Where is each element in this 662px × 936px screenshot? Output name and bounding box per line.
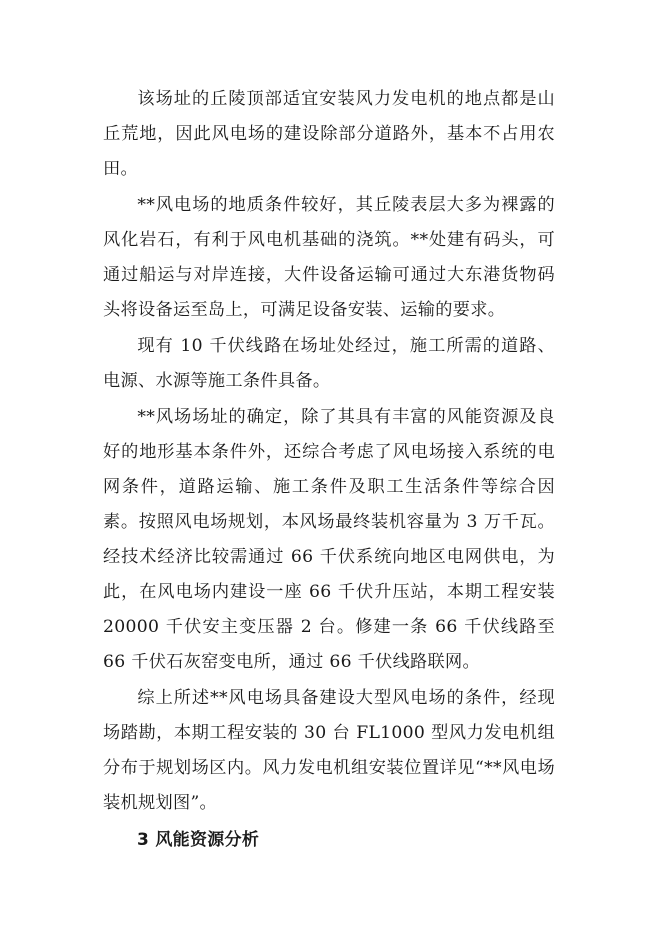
paragraph-site-selection: **风场场址的确定，除了其具有丰富的风能资源及良好的地形基本条件外，还综合考虑了风电场接入系统的电网条件，道路运输、施工条件及职工生活条件等综合因素。按照风电场规划，本风场最终装机容量为 3 万千瓦。经技术经济比较需通过 66 千伏系统向地区电网供电，为此，在风电场内建设一座 66 千伏升压站，本期工程安装 20000 千伏安主变压器 2 台。修建一条 66 千伏线路至 66 千伏石灰窑变电所，通过 66 千伏线路联网。 bbox=[103, 407, 555, 672]
document-body bbox=[103, 82, 555, 858]
paragraph-power-line: 现有 10 千伏线路在场址处经过，施工所需的道路、电源、水源等施工条件具备。 bbox=[103, 336, 555, 391]
section-heading: 3 风能资源分析 bbox=[137, 830, 260, 850]
paragraph-summary: 综上所述**风电场具备建设大型风电场的条件，经现场踏勘，本期工程安装的 30 台 FL1000 型风力发电机组分布于规划场区内。风力发电机组安装位置详见“**风电场装机规划图”。 bbox=[103, 688, 555, 813]
paragraph-geology-transport: **风电场的地质条件较好，其丘陵表层大多为裸露的风化岩石，有利于风电机基础的浇筑。**处建有码头，可通过船运与对岸连接，大件设备运输可通过大东港货物码头将设备运至岛上，可满足设备安装、运输的要求。 bbox=[103, 195, 555, 320]
paragraph-site-land-use: 该场址的丘陵顶部适宜安装风力发电机的地点都是山丘荒地，因此风电场的建设除部分道路外，基本不占用农田。 bbox=[103, 89, 555, 179]
